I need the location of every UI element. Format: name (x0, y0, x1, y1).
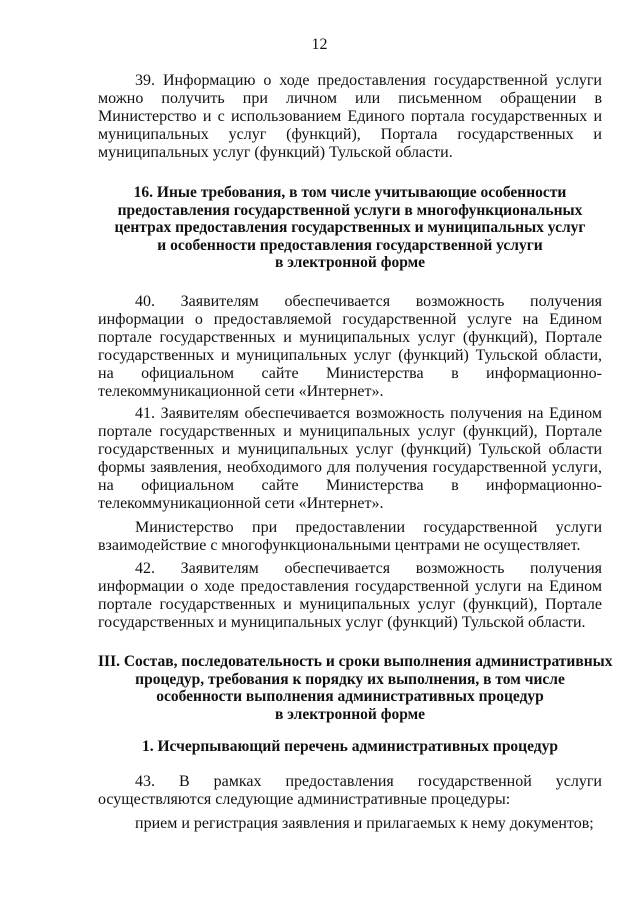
paragraph-40-text: 40. Заявителям обеспечивается возможность получения информации о предоставляемой государственной услуге на Едином портале государственных и муниципальных услуг (функций), Портале государственных и муниципальных услуг (функций) Тульской области, на официальном сайте Министерства в информационно-телекоммуникационной сети «Интернет». (98, 293, 602, 400)
paragraph-43-item-1 (98, 815, 602, 833)
heading-line: процедур, требования к порядку их выполнения, в том числе (135, 670, 565, 688)
heading-line: центрах предоставления государственных и муниципальных услуг (114, 219, 586, 237)
section-16-heading (98, 184, 602, 272)
heading-line: особенности выполнения административных процедур (156, 688, 544, 706)
paragraph-41-note-text: Министерство при предоставлении государственной услуги взаимодействие с многофункциональными центрами не осуществляет. (98, 519, 602, 554)
paragraph-43-text: 43. В рамках предоставления государственной услуги осуществляются следующие административные процедуры: (98, 773, 602, 808)
paragraph-43-item-1-text: прием и регистрация заявления и прилагаемых к нему документов; (135, 815, 594, 832)
paragraph-41-text: 41. Заявителям обеспечивается возможность получения на Едином портале государственных и муниципальных услуг (функций), Портале государственных и муниципальных услуг (функций) Тульской области формы заявления, необходимого для получения государственной услуги, на официальном сайте Министерства в информационно-телекоммуникационной сети «Интернет». (98, 405, 602, 512)
paragraph-42-text: 42. Заявителям обеспечивается возможность получения информации о ходе предоставления государственной услуги на Едином портале государственных и муниципальных услуг (функций), Портале государственных и муниципальных услуг (функций) Тульской области. (98, 560, 602, 631)
paragraph-43 (98, 773, 602, 809)
section-16-heading-text (98, 184, 602, 272)
paragraph-42 (98, 560, 602, 632)
heading-line: и особенности предоставления государственной услуги (157, 236, 543, 254)
paragraph-41-note (98, 519, 602, 555)
subsection-1-heading-text: 1. Исчерпывающий перечень административных процедур (141, 738, 559, 755)
paragraph-39-text: 39. Информацию о ходе предоставления государственной услуги можно получить при личном или письменном обращении в Министерство и с использованием Единого портала государственных и муниципальных услуг (функций), Портала государственных и муниципальных услуг (функций) Тульской области. (98, 72, 602, 161)
heading-line: предоставления государственной услуги в многофункциональных (117, 201, 583, 219)
paragraph-39 (98, 72, 602, 162)
heading-line: в электронной форме (274, 254, 426, 272)
section-3-heading (98, 653, 613, 723)
heading-line: в электронной форме (274, 705, 426, 723)
paragraph-40 (98, 293, 602, 401)
page-number: 12 (311, 36, 328, 53)
heading-line: 16. Иные требования, в том числе учитывающие особенности (133, 184, 567, 201)
paragraph-41 (98, 405, 602, 513)
section-3-heading-text (98, 653, 613, 723)
heading-line: III. Состав, последовательность и сроки выполнения административных (98, 653, 613, 670)
subsection-1-heading (98, 738, 602, 756)
